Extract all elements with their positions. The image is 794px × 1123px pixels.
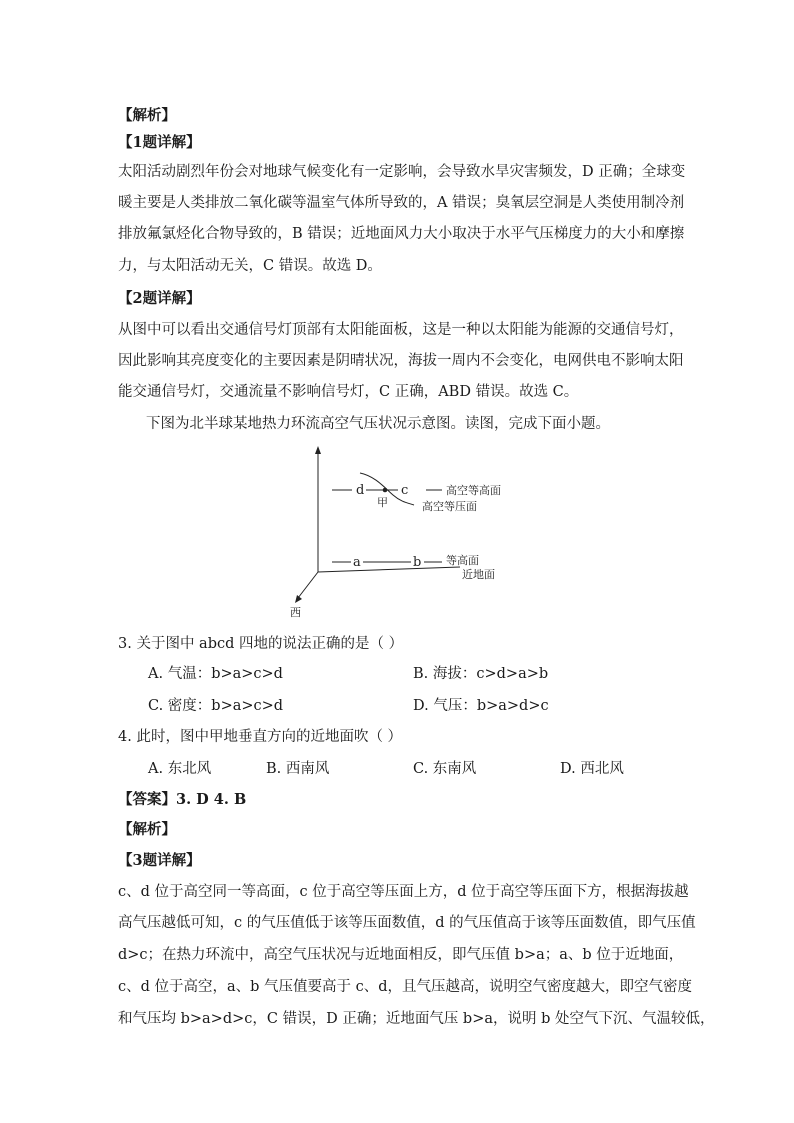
q2-text-line: 从图中可以看出交通信号灯顶部有太阳能面板，这是一种以太阳能为能源的交通信号灯， xyxy=(118,322,684,338)
q3-text-line: d>c；在热力环流中，高空气压状况与近地面相反，即气压值 b>a；a、b 位于近地面， xyxy=(118,947,684,963)
question-4-stem: 4. 此时，图中甲地垂直方向的近地面吹（ ） xyxy=(118,729,403,745)
q1-text-line: 排放氟氯烃化合物导致的，B 错误；近地面风力大小取决于水平气压梯度力的大小和摩擦 xyxy=(118,226,685,242)
q3-text-line: c、d 位于高空，a、b 气压值要高于 c、d，且气压越高，说明空气密度越大，即空气密度 xyxy=(118,979,693,995)
label-b: b xyxy=(413,555,422,570)
question-3-stem: 3. 关于图中 abcd 四地的说法正确的是（ ） xyxy=(118,636,404,652)
question-4-option-a: A. 东北风 xyxy=(148,761,212,777)
q1-text-line: 力，与太阳活动无关，C 错误。故选 D。 xyxy=(118,258,382,274)
q2-text-line: 能交通信号灯，交通流量不影响信号灯，C 正确，ABD 错误。故选 C。 xyxy=(118,384,579,400)
thermal-circulation-diagram xyxy=(280,440,540,625)
q3-text-line: c、d 位于高空同一等高面，c 位于高空等压面上方，d 位于高空等压面下方，根据海拔越 xyxy=(118,884,689,900)
question-4-option-b: B. 西南风 xyxy=(266,761,330,777)
label-west: 西 xyxy=(290,606,301,619)
label-equal-height: 等高面 xyxy=(446,554,479,567)
question-4-option-d: D. 西北风 xyxy=(560,761,624,777)
q2-detail-title: 【2题详解】 xyxy=(118,290,201,307)
question-4-option-c: C. 东南风 xyxy=(413,761,477,777)
label-jia: 甲 xyxy=(377,496,388,509)
label-c: c xyxy=(401,483,409,498)
q3-text-line: 和气压均 b>a>d>c，C 错误，D 正确；近地面气压 b>a，说明 b 处空气下沉、气温较低， xyxy=(118,1011,715,1027)
q2-text-line: 因此影响其亮度变化的主要因素是阴晴状况，海拔一周内不会变化，电网供电不影响太阳 xyxy=(118,353,684,369)
label-d: d xyxy=(356,483,365,498)
question-3-option-c: C. 密度：b>a>c>d xyxy=(148,698,284,714)
label-near-ground: 近地面 xyxy=(462,568,495,581)
diagram-intro: 下图为北半球某地热力环流高空气压状况示意图。读图，完成下面小题。 xyxy=(146,416,610,432)
label-high-equal-height: 高空等高面 xyxy=(446,484,501,497)
q1-text-line: 太阳活动剧烈年份会对地球气候变化有一定影响，会导致水旱灾害频发，D 正确；全球变 xyxy=(118,164,686,180)
q3-detail-title: 【3题详解】 xyxy=(118,852,201,869)
label-high-isobar: 高空等压面 xyxy=(422,500,477,513)
answer-line: 【答案】3. D 4. B xyxy=(118,791,247,808)
q1-detail-title: 【1题详解】 xyxy=(118,134,201,151)
analysis-header-2: 【解析】 xyxy=(118,821,176,838)
question-3-option-d: D. 气压：b>a>d>c xyxy=(413,698,549,714)
analysis-header: 【解析】 xyxy=(118,107,176,124)
q3-text-line: 高气压越低可知，c 的气压值低于该等压面数值，d 的气压值高于该等压面数值，即气压值 xyxy=(118,915,696,931)
point-jia-marker xyxy=(383,488,388,493)
label-a: a xyxy=(353,555,361,570)
question-3-option-b: B. 海拔：c>d>a>b xyxy=(413,666,549,682)
question-3-option-a: A. 气温：b>a>c>d xyxy=(148,666,283,682)
q1-text-line: 暖主要是人类排放二氧化碳等温室气体所导致的，A 错误；臭氧层空洞是人类使用制冷剂 xyxy=(118,195,685,211)
